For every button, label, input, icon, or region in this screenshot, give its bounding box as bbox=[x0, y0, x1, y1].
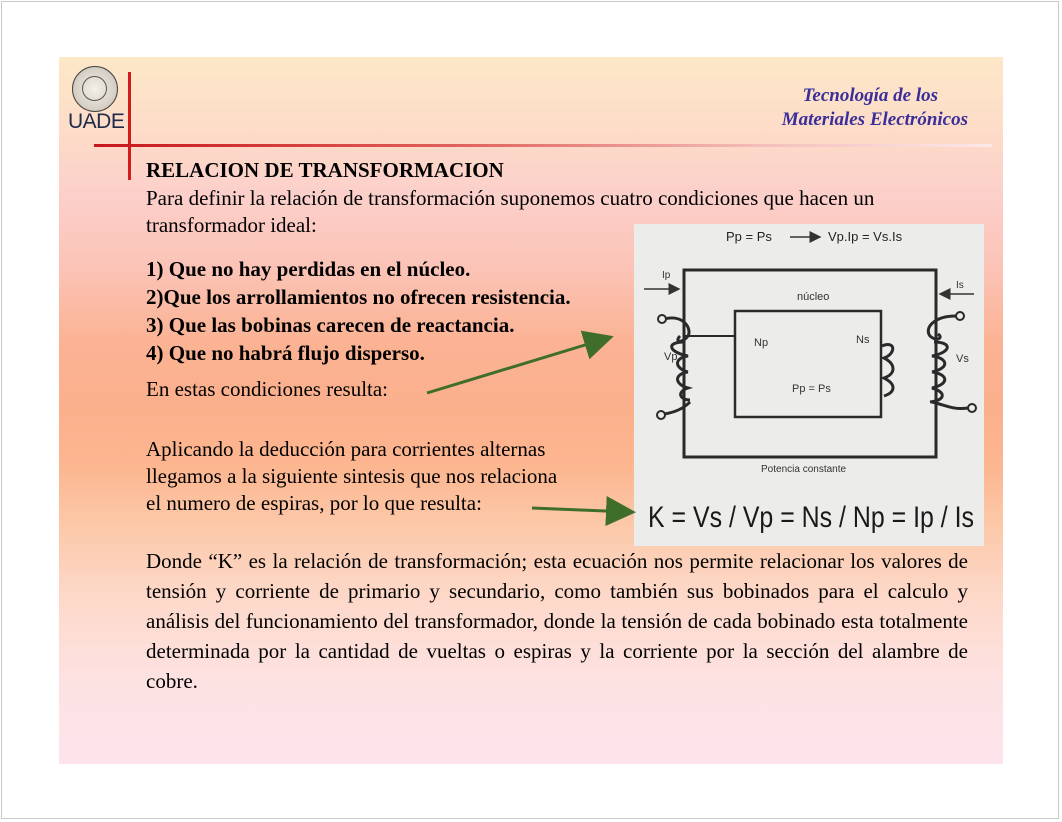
logo-text: UADE bbox=[68, 110, 125, 133]
uade-logo bbox=[68, 66, 125, 136]
label-core: núcleo bbox=[797, 291, 830, 303]
label-ip: Ip bbox=[662, 270, 671, 281]
label-np: Np bbox=[754, 337, 769, 349]
core-inner bbox=[735, 311, 881, 417]
primary-coil bbox=[664, 318, 735, 414]
deduction-line: Aplicando la deducción para corrientes alternas bbox=[146, 437, 546, 461]
condition-item: 1) Que no hay perdidas en el núcleo. bbox=[146, 257, 471, 281]
course-line-1: Tecnología de los bbox=[802, 85, 938, 106]
k-equation: K = Vs / Vp = Ns / Np = Ip / Is bbox=[648, 501, 974, 534]
secondary-terminal bbox=[956, 312, 964, 320]
secondary-terminal bbox=[968, 404, 976, 412]
section-title: RELACION DE TRANSFORMACION bbox=[146, 158, 504, 182]
uade-seal-icon bbox=[72, 66, 118, 112]
result-text: En estas condiciones resulta: bbox=[146, 377, 389, 401]
transformer-diagram bbox=[634, 224, 984, 546]
horizontal-divider bbox=[94, 144, 992, 147]
vertical-divider bbox=[128, 72, 131, 180]
condition-item: 3) Que las bobinas carecen de reactancia. bbox=[146, 313, 515, 337]
label-is: Is bbox=[956, 280, 964, 291]
top-eq-right: Vp.Ip = Vs.Is bbox=[828, 229, 903, 244]
label-pp-ps: Pp = Ps bbox=[792, 383, 831, 395]
conditions-list bbox=[146, 255, 636, 367]
course-line-2: Materiales Electrónicos bbox=[781, 109, 968, 130]
primary-terminal bbox=[658, 315, 666, 323]
top-eq-left: Pp = Ps bbox=[726, 229, 772, 244]
deduction-line: llegamos a la siguiente sintesis que nos relaciona bbox=[146, 464, 558, 488]
deduction-text bbox=[146, 436, 626, 517]
condition-item: 2)Que los arrollamientos no ofrecen resistencia. bbox=[146, 285, 571, 309]
explanation-paragraph: Donde “K” es la relación de transformación; esta ecuación nos permite relacionar los valores de tensión y corriente de primario y secundario, como también sus bobinados para el calculo y análisis del funcionamiento del transformador, donde la tensión de cada bobinado esta totalmente determinada por la cantidad de vueltas o espiras y la corriente por la sección del alambre de cobre. bbox=[146, 549, 968, 693]
label-vp: Vp bbox=[664, 351, 678, 363]
course-title bbox=[720, 84, 970, 132]
label-potencia: Potencia constante bbox=[761, 464, 847, 475]
intro-text: Para definir la relación de transformación suponemos cuatro condiciones que hacen un transformador ideal: bbox=[146, 186, 875, 237]
label-vs: Vs bbox=[956, 353, 969, 365]
deduction-line: el numero de espiras, por lo que resulta: bbox=[146, 491, 482, 515]
label-ns: Ns bbox=[856, 334, 870, 346]
primary-terminal bbox=[657, 411, 665, 419]
condition-item: 4) Que no habrá flujo disperso. bbox=[146, 341, 425, 365]
